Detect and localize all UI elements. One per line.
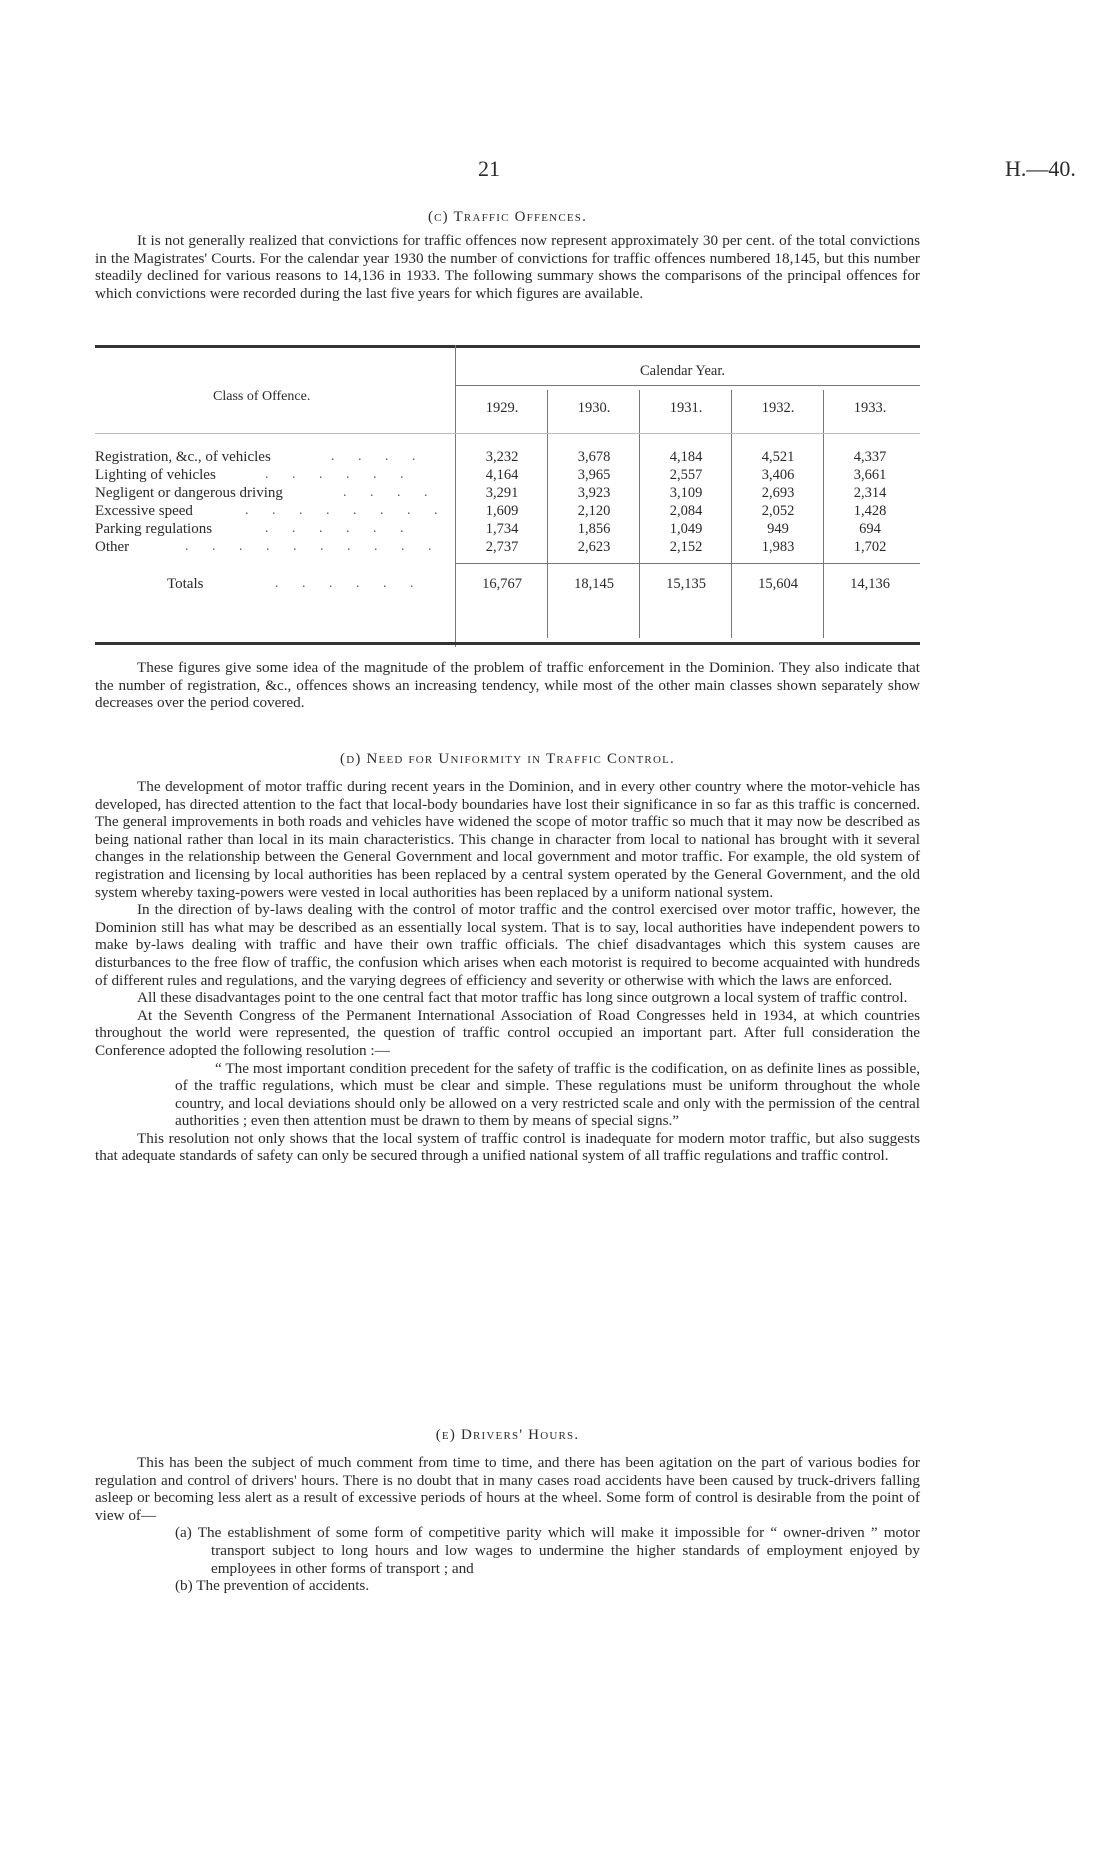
row-label: Registration, &c., of vehicles xyxy=(95,449,271,465)
header-divider xyxy=(455,385,920,386)
section-heading: (e) Drivers' Hours. xyxy=(435,1427,580,1443)
leader-dots: . . . . xyxy=(331,449,426,464)
table-top-rule xyxy=(95,345,920,348)
row-label: Other xyxy=(95,539,130,555)
table-cell: 4,184 xyxy=(669,449,703,465)
table-cell: 2,084 xyxy=(669,503,703,519)
document-reference: H.—40. xyxy=(1005,156,1076,181)
section-drivers-hours xyxy=(95,1427,920,1595)
leader-dots: . . . . xyxy=(343,485,438,500)
table-cell: 2,314 xyxy=(853,485,887,501)
paragraph: It is not generally realized that convictions for traffic offences now represent approximately 30 per cent. of the total convictions in the Magistrates' Courts. For the calendar year 1930 the number of convictions for traffic offences numbered 18,145, but this number steadily declined for various reasons to 14,136 in 1933. The following summary shows the comparisons of the principal offences for which convictions were recorded during the last five years for which figures are available. xyxy=(95,232,920,302)
leader-dots: . . . . . . xyxy=(275,576,424,591)
table-cell: 4,337 xyxy=(853,449,887,465)
table-cell: 3,678 xyxy=(577,449,611,465)
table-cell: 2,120 xyxy=(577,503,611,519)
totals-label: Totals xyxy=(167,576,204,592)
page-header xyxy=(0,156,1114,186)
leader-dots: . . . . . . xyxy=(265,467,414,482)
leader-dots: . . . . . . xyxy=(265,521,414,536)
quoted-resolution: “ The most important condition precedent for the safety of traffic is the codification, on as definite lines as possible, of the traffic regulations, which must be clear and simple. These regulations must be uniform throughout the whole country, and local deviations should only be allowed on a very restricted scale and only with the permission of the central authorities ; even then attention must be drawn to them by means of special signs.” xyxy=(175,1059,920,1130)
table-cell: 1,983 xyxy=(761,539,795,555)
total-cell: 16,767 xyxy=(482,576,522,592)
col-divider xyxy=(823,390,824,638)
header-bottom-rule xyxy=(95,433,920,434)
list-item: (b) The prevention of accidents. xyxy=(175,1577,370,1595)
table-cell: 1,049 xyxy=(669,521,703,537)
row-label: Lighting of vehicles xyxy=(95,467,216,483)
table-cell: 4,164 xyxy=(485,467,519,483)
col-divider xyxy=(639,390,640,638)
table-cell: 1,702 xyxy=(853,539,887,555)
table-cell: 3,406 xyxy=(761,467,795,483)
table-cell: 949 xyxy=(767,521,789,537)
page-number: 21 xyxy=(478,156,500,181)
col-divider xyxy=(731,390,732,638)
section-traffic-offences xyxy=(95,209,920,302)
table-cell: 1,428 xyxy=(853,503,887,519)
table-cell: 3,923 xyxy=(577,485,611,501)
col-divider xyxy=(547,390,548,638)
year-header: 1929. xyxy=(485,400,519,416)
table-cell: 4,521 xyxy=(761,449,795,465)
table-bottom-rule xyxy=(95,642,920,645)
section-heading: (d) Need for Uniformity in Traffic Control. xyxy=(340,751,675,767)
row-label: Excessive speed xyxy=(95,503,193,519)
class-of-offence-header: Class of Offence. xyxy=(213,389,311,404)
table-cell: 3,965 xyxy=(577,467,611,483)
totals-rule xyxy=(455,563,920,564)
total-cell: 15,135 xyxy=(666,576,706,592)
paragraph: At the Seventh Congress of the Permanent International Association of Road Congresses held in 1934, at which countries throughout the world were represented, the question of traffic control occupied an important part. After full consideration the Conference adopted the following resolution :— xyxy=(95,1006,920,1059)
table-cell: 3,109 xyxy=(669,485,703,501)
table-cell: 3,232 xyxy=(485,449,519,465)
year-header: 1933. xyxy=(853,400,887,416)
table-cell: 2,623 xyxy=(577,539,611,555)
year-header: 1930. xyxy=(577,400,611,416)
total-cell: 15,604 xyxy=(758,576,798,592)
table-cell: 2,052 xyxy=(761,503,795,519)
section-uniformity xyxy=(95,751,920,1165)
col-divider xyxy=(455,345,456,647)
year-header: 1931. xyxy=(669,400,703,416)
offences-table xyxy=(95,345,920,647)
row-label: Negligent or dangerous driving xyxy=(95,485,283,501)
table-commentary xyxy=(95,659,920,712)
paragraph: This has been the subject of much comment from time to time, and there has been agitation on the part of various bodies for regulation and control of drivers' hours. There is no doubt that in many cases road accidents have been caused by truck-drivers falling asleep or becoming less alert as a result of excessive periods of hours at the wheel. Some form of control is desirable from the point of view of— xyxy=(95,1454,920,1524)
paragraph: The development of motor traffic during recent years in the Dominion, and in every other country where the motor-vehicle has developed, has directed attention to the fact that local-body boundaries have lost their significance in so far as this traffic is concerned. The general improvements in both roads and vehicles have widened the scope of motor traffic so much that it may now be described as being national rather than local in its main characteristics. This change in character from local to national has brought with it several changes in the relationship between the General Government and local government and motor traffic. For example, the old system of registration and licensing by local authorities has been replaced by a central system operated by the General Government, and the old system whereby taxing-powers were vested in local authorities has been replaced by a uniform national system. xyxy=(95,778,920,901)
table-cell: 2,693 xyxy=(761,485,795,501)
table-cell: 2,152 xyxy=(669,539,703,555)
paragraph: In the direction of by-laws dealing with the control of motor traffic and the control exercised over motor traffic, however, the Dominion still has what may be described as an essentially local system. That is to say, local authorities have independent powers to make by-laws dealing with traffic and have their own traffic officials. The chief disadvantages which this system causes are disturbances to the free flow of traffic, the confusion which arises when each motorist is required to become acquainted with hundreds of different rules and regulations, and the varying degrees of efficiency and severity or otherwise with which the laws are enforced. xyxy=(95,901,920,989)
total-cell: 14,136 xyxy=(850,576,890,592)
section-heading: (c) Traffic Offences. xyxy=(427,209,588,225)
list-item: (a) The establishment of some form of competitive parity which will make it impossible for “ owner-driven ” motor transport subject to long hours and low wages to undermine the higher standards of employment enjoyed by employees in other forms of transport ; and xyxy=(175,1524,920,1577)
year-header: 1932. xyxy=(761,400,795,416)
table-cell: 2,737 xyxy=(485,539,519,555)
leader-dots: . . . . . . . . . . xyxy=(185,539,442,554)
table-cell: 1,734 xyxy=(485,521,519,537)
table-cell: 694 xyxy=(859,521,881,537)
row-label: Parking regulations xyxy=(95,521,213,537)
table-cell: 3,291 xyxy=(485,485,519,501)
total-cell: 18,145 xyxy=(574,576,614,592)
paragraph: All these disadvantages point to the one central fact that motor traffic has long since outgrown a local system of traffic control. xyxy=(137,989,908,1007)
table-cell: 1,856 xyxy=(577,521,611,537)
table-cell: 2,557 xyxy=(669,467,703,483)
paragraph: These figures give some idea of the magnitude of the problem of traffic enforcement in the Dominion. They also indicate that the number of registration, &c., offences shows an increasing tendency, while most of the other main classes shown separately show decreases over the period covered. xyxy=(95,659,920,712)
calendar-year-header: Calendar Year. xyxy=(640,363,725,379)
table-cell: 1,609 xyxy=(485,503,519,519)
leader-dots: . . . . . . . . xyxy=(245,503,448,518)
table-cell: 3,661 xyxy=(853,467,887,483)
paragraph: This resolution not only shows that the local system of traffic control is inadequate for modern motor traffic, but also suggests that adequate standards of safety can only be secured through a unified national system of all traffic regulations and traffic control. xyxy=(95,1129,920,1165)
